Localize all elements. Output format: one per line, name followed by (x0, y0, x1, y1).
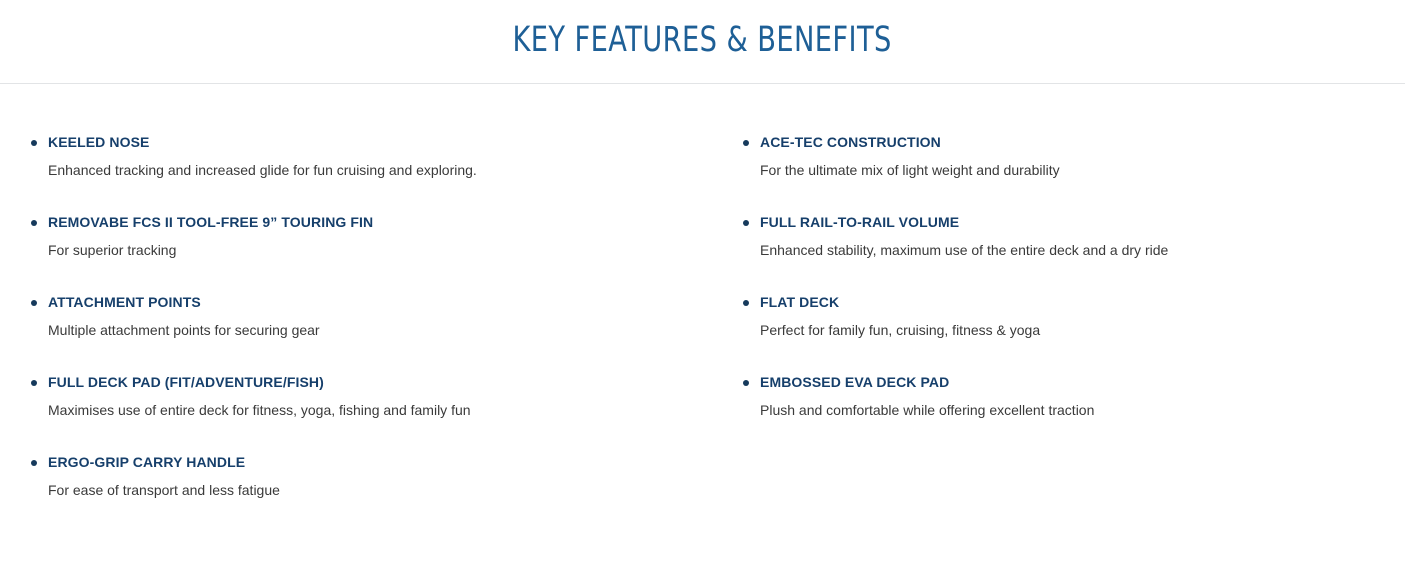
bullet-icon (31, 380, 37, 386)
feature-title: ERGO-GRIP CARRY HANDLE (48, 454, 246, 470)
section-header (0, 0, 1405, 84)
feature-title: EMBOSSED EVA DECK PAD (760, 374, 950, 390)
feature-description: Perfect for family fun, cruising, fitness & yoga (760, 322, 1041, 338)
feature-description: For superior tracking (48, 242, 177, 258)
feature-title: KEELED NOSE (48, 134, 150, 150)
feature-item (742, 372, 1382, 452)
feature-description: Maximises use of entire deck for fitness, yoga, fishing and family fun (48, 402, 471, 418)
feature-item (30, 292, 670, 372)
feature-description: Enhanced tracking and increased glide for fun cruising and exploring. (48, 162, 477, 178)
features-column-left (30, 132, 670, 532)
feature-title: FLAT DECK (760, 294, 840, 310)
bullet-icon (743, 380, 749, 386)
feature-description: For ease of transport and less fatigue (48, 482, 280, 498)
feature-title: FULL DECK PAD (FIT/ADVENTURE/FISH) (48, 374, 324, 390)
bullet-icon (743, 140, 749, 146)
feature-title: FULL RAIL-TO-RAIL VOLUME (760, 214, 960, 230)
bullet-icon (31, 140, 37, 146)
feature-description: Multiple attachment points for securing gear (48, 322, 320, 338)
bullet-icon (31, 220, 37, 226)
feature-item (30, 372, 670, 452)
feature-item (30, 452, 670, 532)
feature-item (30, 212, 670, 292)
feature-title: ATTACHMENT POINTS (48, 294, 201, 310)
feature-title: REMOVABE FCS II TOOL-FREE 9” TOURING FIN (48, 214, 374, 230)
features-column-right (742, 132, 1382, 452)
bullet-icon (743, 220, 749, 226)
bullet-icon (31, 300, 37, 306)
feature-description: Enhanced stability, maximum use of the entire deck and a dry ride (760, 242, 1169, 258)
feature-description: Plush and comfortable while offering excellent traction (760, 402, 1095, 418)
feature-item (742, 292, 1382, 372)
feature-item (742, 212, 1382, 292)
bullet-icon (31, 460, 37, 466)
feature-title: ACE-TEC CONSTRUCTION (760, 134, 941, 150)
feature-item (742, 132, 1382, 212)
feature-item (30, 132, 670, 212)
bullet-icon (743, 300, 749, 306)
feature-description: For the ultimate mix of light weight and durability (760, 162, 1060, 178)
page-title: KEY FEATURES & BENEFITS (512, 20, 893, 60)
